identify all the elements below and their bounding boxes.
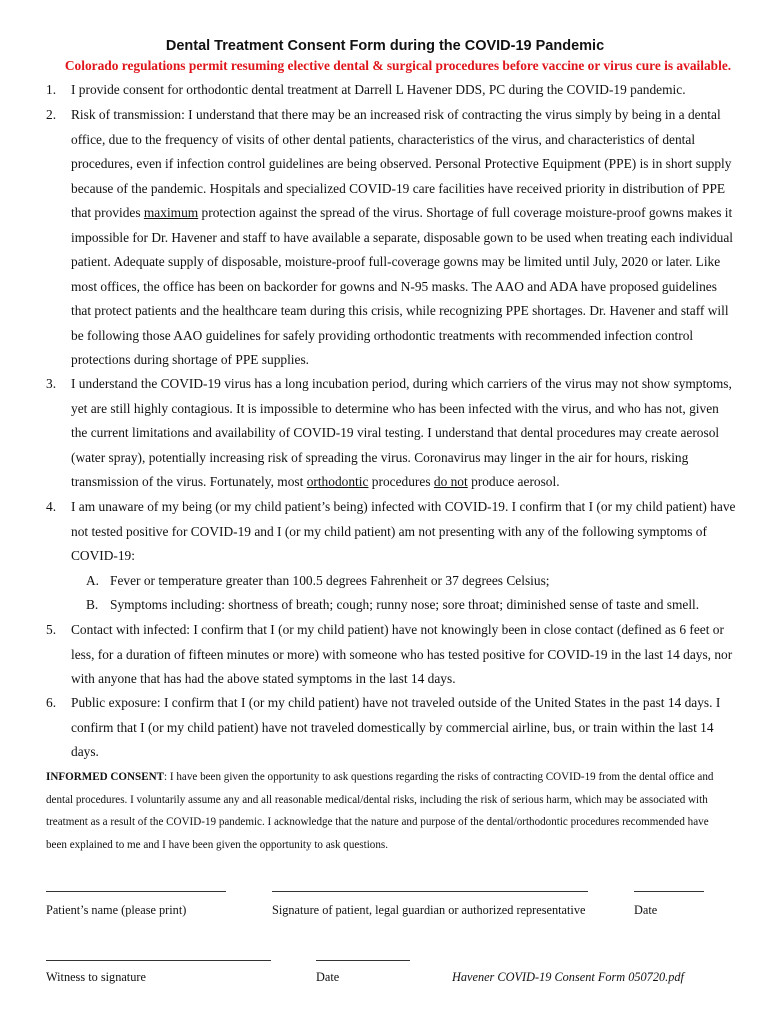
consent-item-6 (46, 691, 736, 765)
item-text (71, 103, 736, 373)
item-number: 4. (46, 499, 57, 514)
witness-label: Witness to signature (46, 970, 146, 984)
item-text-part: I understand the COVID-19 virus has a long incubation period, during which carriers of the virus may not show symptoms, yet are still highly contagious. It is impossible to determine who has been infected with the virus, and who has not, given the current limitations and availability of COVID-19 viral testing. I understand that dental procedures may create aerosol (water spray), potentially increasing risk of spreading the virus. Coronavirus may linger in the air for hours, risking transmission of the virus. Fortunately, most (71, 376, 732, 489)
symptom-text: Fever or temperature greater than 100.5 degrees Fahrenheit or 37 degrees Celsius; (110, 573, 550, 588)
symptom-letter: B. (86, 597, 99, 612)
item-text-part: produce aerosol. (467, 474, 560, 489)
item-number: 5. (46, 622, 57, 637)
item-text: Contact with infected: I confirm that I (or my child patient) have not knowingly been in close contact (defined as 6 feet or less, for a duration of fifteen minutes or more) with someone who has tested positive for COVID-19 in the last 14 days, nor with anyone that has had the above stated symptoms in the last 14 days. (71, 622, 733, 686)
informed-consent-paragraph (46, 766, 726, 856)
footer-filename: Havener COVID-19 Consent Form 050720.pdf (452, 970, 684, 984)
witness-line[interactable] (46, 960, 271, 961)
date-line[interactable] (634, 891, 704, 892)
witness-date-line[interactable] (316, 960, 410, 961)
item-number: 3. (46, 376, 57, 391)
item-text: I provide consent for orthodontic dental treatment at Darrell L Havener DDS, PC during the COVID-19 pandemic. (71, 82, 686, 97)
item-text-part: Risk of transmission: I understand that there may be an increased risk of contracting the virus simply by being in a dental office, due to the frequency of visits of other dental patients, characteristics of the virus, and characteristics of dental procedures, even if infection control guidelines are being observed. Personal Protective Equipment (PPE) is in short supply because of the pandemic. Hospitals and specialized COVID-19 care facilities have received priority in distribution of PPE that provides (71, 107, 732, 220)
symptom-text: Symptoms including: shortness of breath; cough; runny nose; sore throat; diminished sense of taste and smell. (110, 597, 700, 612)
consent-item-4 (46, 495, 736, 569)
item-text: I am unaware of my being (or my child patient’s being) infected with COVID-19. I confirm that I (or my child patient) have not tested positive for COVID-19 and I (or my child patient) am not presenting with any of the following symptoms of COVID-19: (71, 499, 736, 563)
informed-consent-label: INFORMED CONSENT (46, 771, 165, 783)
patient-name-label: Patient’s name (please print) (46, 903, 187, 917)
emphasis-maximum: maximum (143, 205, 199, 220)
consent-item-2 (46, 103, 736, 373)
consent-item-5 (46, 618, 736, 692)
consent-item-1 (46, 78, 736, 103)
consent-item-3 (46, 372, 736, 495)
item-text (71, 372, 736, 495)
regulation-notice: Colorado regulations permit resuming elective dental & surgical procedures before vaccine or virus cure is available. (64, 58, 732, 73)
witness-date-label: Date (316, 970, 340, 984)
symptom-item-b (86, 593, 746, 618)
symptom-letter: A. (86, 573, 100, 588)
symptom-item-a (86, 569, 746, 594)
item-number: 6. (46, 695, 57, 710)
item-number: 2. (46, 107, 57, 122)
date-label: Date (634, 903, 658, 917)
form-title: Dental Treatment Consent Form during the COVID-19 Pandemic (165, 38, 605, 54)
item-text: Public exposure: I confirm that I (or my child patient) have not traveled outside of the United States in the past 14 days. I confirm that I (or my child patient) have not traveled domestically by commercial airline, bus, or train within the last 14 days. (71, 695, 721, 759)
informed-consent-text: : I have been given the opportunity to ask questions regarding the risks of contracting COVID-19 from the dental office and dental procedures. I voluntarily assume any and all reasonable medical/dental risks, including the risk of serious harm, which may be associated with treatment as a result of the COVID-19 pandemic. I acknowledge that the nature and purpose of the dental/orthodontic procedures recommended have been explained to me and I have been given the opportunity to ask questions. (46, 771, 714, 851)
emphasis-do-not: do not (433, 474, 468, 489)
item-number: 1. (46, 82, 57, 97)
signature-label: Signature of patient, legal guardian or authorized representative (272, 903, 586, 917)
emphasis-orthodontic: orthodontic (306, 474, 369, 489)
item-text-part: procedures (368, 474, 434, 489)
signature-line[interactable] (272, 891, 588, 892)
item-text-part: protection against the spread of the virus. Shortage of full coverage moisture-proof gowns makes it impossible for Dr. Havener and staff to have available a separate, disposable gown to be used when treating each individual patient. Adequate supply of disposable, moisture-proof full-coverage gowns may be limited until July, 2020 or later. Like most offices, the office has been on backorder for gowns and N-95 masks. The AAO and ADA have proposed guidelines that protect patients and the healthcare team during this crisis, while recognizing PPE shortages. Dr. Havener and staff will be following those AAO guidelines for safely providing orthodontic treatments with recommended infection control protections during shortage of PPE supplies. (71, 205, 734, 367)
patient-name-line[interactable] (46, 891, 226, 892)
